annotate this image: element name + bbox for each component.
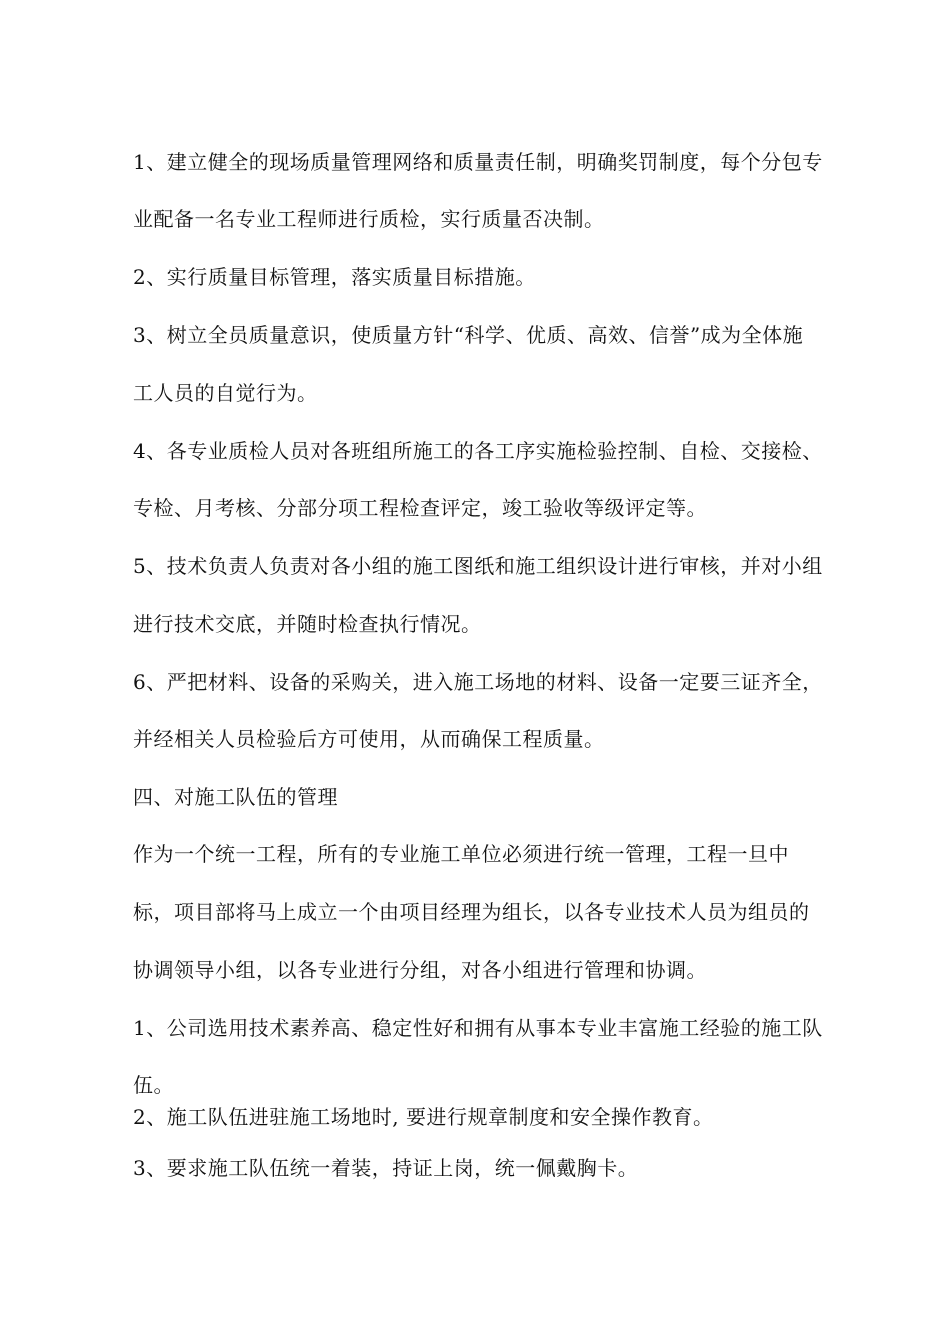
text-line: 1、公司选用技术素养高、稳定性好和拥有从事本专业丰富施工经验的施工队 [133,1016,823,1040]
text-line: 专检、月考核、分部分项工程检查评定，竣工验收等级评定等。 [133,496,707,520]
text-line: 协调领导小组，以各专业进行分组，对各小组进行管理和协调。 [133,958,707,982]
text-line: 2、实行质量目标管理，落实质量目标措施。 [133,265,536,289]
text-line: 1、建立健全的现场质量管理网络和质量责任制，明确奖罚制度，每个分包专 [133,150,823,174]
text-line: 3、树立全员质量意识，使质量方针“科学、优质、高效、信誉”成为全体施 [133,323,804,347]
text-line: 并经相关人员检验后方可使用，从而确保工程质量。 [133,727,605,751]
text-line: 4、各专业质检人员对各班组所施工的各工序实施检验控制、自检、交接检、 [133,439,823,463]
text-line: 业配备一名专业工程师进行质检，实行质量否决制。 [133,207,605,231]
text-line: 标，项目部将马上成立一个由项目经理为组长，以各专业技术人员为组员的 [133,900,810,924]
text-line: 进行技术交底，并随时检查执行情况。 [133,612,482,636]
text-line: 作为一个统一工程，所有的专业施工单位必须进行统一管理，工程一旦中 [133,842,789,866]
text-line: 伍。 [133,1073,174,1097]
text-line: 3、要求施工队伍统一着装，持证上岗，统一佩戴胸卡。 [133,1156,639,1180]
text-line: 2、施工队伍进驻施工场地时, 要进行规章制度和安全操作教育。 [133,1105,714,1129]
section-heading: 四、对施工队伍的管理 [133,785,338,809]
text-line: 工人员的自觉行为。 [133,381,318,405]
text-line: 5、技术负责人负责对各小组的施工图纸和施工组织设计进行审核，并对小组 [133,554,823,578]
text-line: 6、严把材料、设备的采购关，进入施工场地的材料、设备一定要三证齐全， [133,670,823,694]
